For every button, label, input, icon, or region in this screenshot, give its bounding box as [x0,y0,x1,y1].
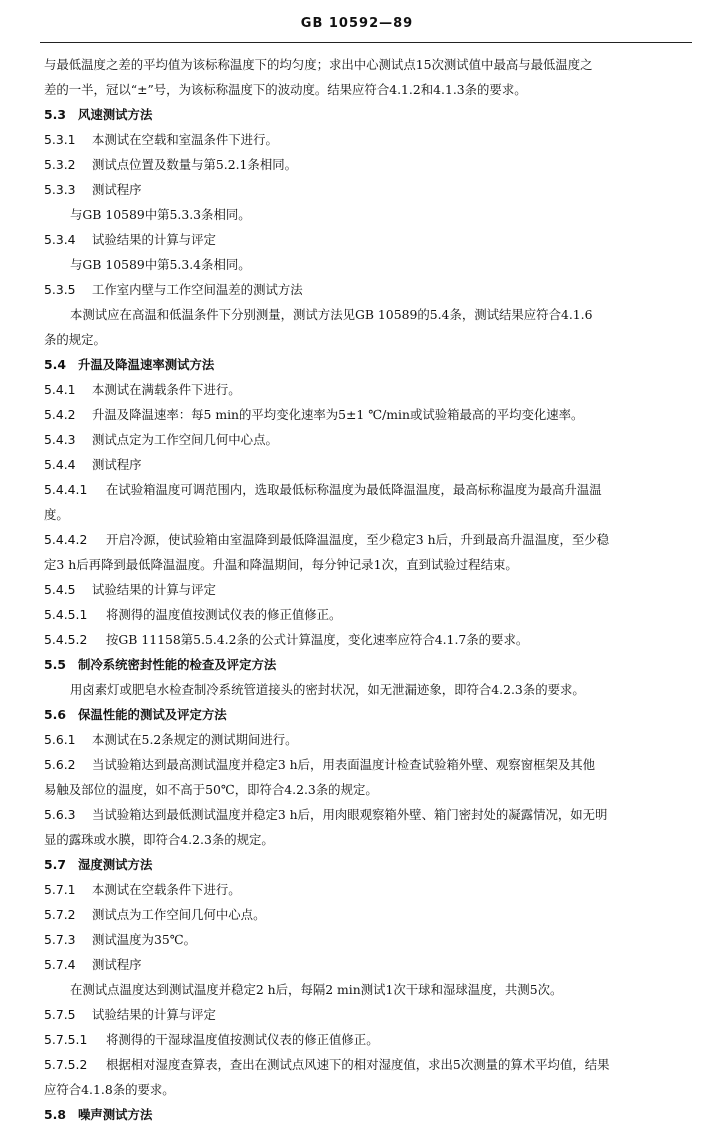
clause-text: 当试验箱达到最低测试温度并稳定3 h后，用肉眼观察箱外壁、箱门密封处的凝露情况，如无明 [92,807,608,822]
text-line [44,327,692,352]
clause-number: 5.6.2 [44,757,76,772]
clause-number: 5.4.3 [44,432,76,447]
text-line [44,552,692,577]
section-heading [44,1102,692,1127]
section-title: 湿度测试方法 [78,857,153,872]
clause-line [44,952,692,977]
clause-text: 本测试在满载条件下进行。 [92,382,241,397]
clause-number: 5.3.4 [44,232,76,247]
clause-number: 5.4.5.1 [44,607,88,622]
clause-line [44,802,692,827]
header-rule [40,42,692,43]
clause-line [44,1052,692,1077]
clause-number: 5.4 [44,357,66,372]
section-title: 噪声测试方法 [78,1107,153,1122]
clause-text: 与GB 10589中第5.3.3条相同。 [70,207,251,222]
clause-number: 5.7.5.2 [44,1057,88,1072]
section-heading [44,852,692,877]
clause-number: 5.3 [44,107,66,122]
section-heading [44,102,692,127]
clause-text: 测试点为工作空间几何中心点。 [92,907,266,922]
text-line [44,52,692,77]
clause-number: 5.4.4.1 [44,482,88,497]
clause-line [44,427,692,452]
text-line [44,777,692,802]
clause-number: 5.4.5 [44,582,76,597]
text-line [44,977,692,1002]
clause-number: 5.7.1 [44,882,76,897]
text-line [44,827,692,852]
text-line [44,677,692,702]
section-heading [44,702,692,727]
clause-text: 试验结果的计算与评定 [92,232,216,247]
clause-number: 5.6.1 [44,732,76,747]
clause-number: 5.3.1 [44,132,76,147]
clause-text: 显的露珠或水膜，即符合4.2.3条的规定。 [44,832,274,847]
clause-number: 5.4.1 [44,382,76,397]
clause-text: 开启冷源，使试验箱由室温降到最低降温温度，至少稳定3 h后，升到最高升温温度，至少稳 [106,532,610,547]
document-body [44,52,692,1127]
text-line [44,1077,692,1102]
clause-number: 5.5 [44,657,66,672]
clause-number: 5.7.4 [44,957,76,972]
clause-line [44,227,692,252]
clause-text: 测试点位置及数量与第5.2.1条相同。 [92,157,297,172]
clause-line [44,377,692,402]
text-line [44,202,692,227]
clause-number: 5.7.5 [44,1007,76,1022]
text-line [44,502,692,527]
clause-line [44,602,692,627]
clause-number: 5.4.2 [44,407,76,422]
clause-line [44,1027,692,1052]
clause-text: 与最低温度之差的平均值为该标称温度下的均匀度；求出中心测试点15次测试值中最高与最低温度之 [44,57,593,72]
section-title: 风速测试方法 [78,107,153,122]
clause-number: 5.3.3 [44,182,76,197]
clause-number: 5.8 [44,1107,66,1122]
clause-text: 易触及部位的温度，如不高于50℃，即符合4.2.3条的规定。 [44,782,378,797]
clause-text: 测试程序 [92,182,142,197]
clause-text: 与GB 10589中第5.3.4条相同。 [70,257,251,272]
clause-line [44,1002,692,1027]
clause-number: 5.6 [44,707,66,722]
clause-text: 测试程序 [92,957,142,972]
clause-line [44,152,692,177]
clause-line [44,902,692,927]
text-line [44,252,692,277]
clause-line [44,527,692,552]
clause-text: 本测试在空载和室温条件下进行。 [92,132,278,147]
clause-line [44,477,692,502]
clause-line [44,577,692,602]
text-line [44,302,692,327]
page-header: GB 10592—89 [300,16,414,31]
clause-line [44,402,692,427]
section-title: 制冷系统密封性能的检查及评定方法 [78,657,277,672]
clause-line [44,752,692,777]
clause-text: 根据相对湿度查算表，查出在测试点风速下的相对湿度值，求出5次测量的算术平均值，结果 [106,1057,610,1072]
section-heading [44,652,692,677]
clause-number: 5.7.2 [44,907,76,922]
clause-text: 用卤素灯或肥皂水检查制冷系统管道接头的密封状况，如无泄漏迹象，即符合4.2.3条的要求。 [70,682,585,697]
clause-line [44,177,692,202]
clause-text: 应符合4.1.8条的要求。 [44,1082,175,1097]
clause-text: 本测试应在高温和低温条件下分别测量，测试方法见GB 10589的5.4条，测试结果应符合4.1.6 [70,307,593,322]
clause-line [44,877,692,902]
clause-number: 5.7 [44,857,66,872]
clause-line [44,627,692,652]
clause-text: 测试温度为35℃。 [92,932,196,947]
clause-text: 当试验箱达到最高测试温度并稳定3 h后，用表面温度计检查试验箱外壁、观察窗框架及其他 [92,757,596,772]
clause-number: 5.4.4.2 [44,532,88,547]
clause-text: 试验结果的计算与评定 [92,1007,216,1022]
clause-text: 度。 [44,507,69,522]
clause-number: 5.4.5.2 [44,632,88,647]
clause-text: 本测试在5.2条规定的测试期间进行。 [92,732,298,747]
clause-text: 在测试点温度达到测试温度并稳定2 h后，每隔2 min测试1次干球和湿球温度，共测5次。 [70,982,563,997]
clause-text: 升温及降温速率：每5 min的平均变化速率为5±1 ℃/min或试验箱最高的平均变化速率。 [92,407,584,422]
clause-text: 将测得的温度值按测试仪表的修正值修正。 [106,607,342,622]
clause-line [44,452,692,477]
clause-text: 在试验箱温度可调范围内，选取最低标称温度为最低降温温度，最高标称温度为最高升温温 [106,482,602,497]
clause-number: 5.3.2 [44,157,76,172]
clause-text: 试验结果的计算与评定 [92,582,216,597]
clause-text: 条的规定。 [44,332,106,347]
clause-number: 5.6.3 [44,807,76,822]
clause-line [44,727,692,752]
clause-text: 定3 h后再降到最低降温温度。升温和降温期间，每分钟记录1次，直到试验过程结束。 [44,557,518,572]
clause-number: 5.7.3 [44,932,76,947]
clause-number: 5.4.4 [44,457,76,472]
clause-line [44,927,692,952]
clause-text: 差的一半，冠以“±”号，为该标称温度下的波动度。结果应符合4.1.2和4.1.3条的要求。 [44,82,527,97]
text-line [44,77,692,102]
clause-text: 本测试在空载条件下进行。 [92,882,241,897]
clause-text: 将测得的干湿球温度值按测试仪表的修正值修正。 [106,1032,379,1047]
clause-text: 按GB 11158第5.5.4.2条的公式计算温度，变化速率应符合4.1.7条的要求。 [106,632,529,647]
clause-number: 5.7.5.1 [44,1032,88,1047]
clause-text: 测试程序 [92,457,142,472]
clause-line [44,277,692,302]
clause-text: 测试点定为工作空间几何中心点。 [92,432,278,447]
section-title: 升温及降温速率测试方法 [78,357,215,372]
section-title: 保温性能的测试及评定方法 [78,707,227,722]
clause-text: 工作室内壁与工作空间温差的测试方法 [92,282,303,297]
clause-number: 5.3.5 [44,282,76,297]
section-heading [44,352,692,377]
clause-line [44,127,692,152]
